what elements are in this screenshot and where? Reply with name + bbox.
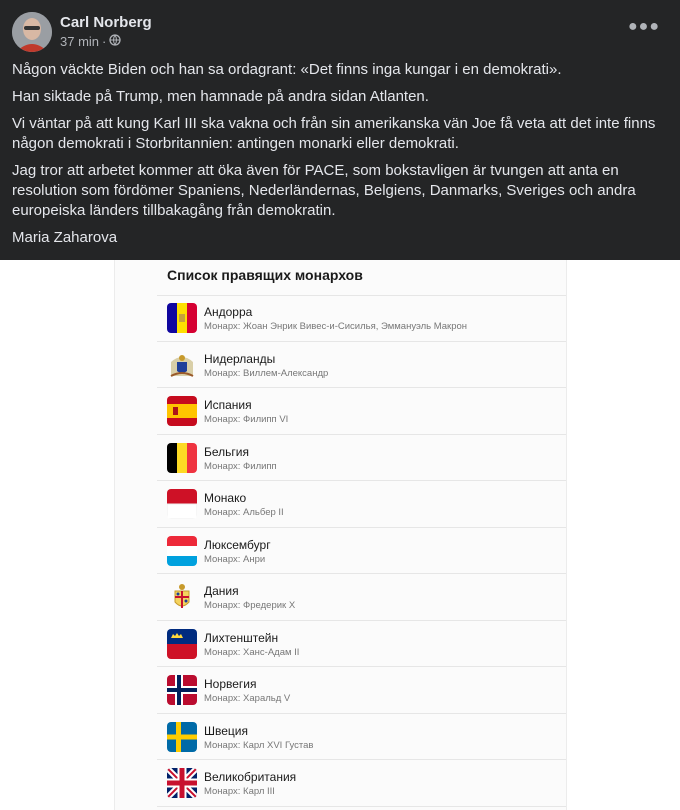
avatar[interactable] xyxy=(12,12,52,52)
list-item xyxy=(157,481,566,527)
post-paragraph: Vi väntar på att kung Karl III ska vakna och från sin amerikanska vän Joe få veta att det inte finns någon demokrati i Storbritannien: antingen monarki eller demokrati. xyxy=(12,115,656,152)
list-item xyxy=(157,342,566,388)
post-meta xyxy=(60,34,121,49)
more-options-icon[interactable]: ●●● xyxy=(628,18,660,35)
facebook-post xyxy=(0,0,680,260)
country-name: Бельгия xyxy=(204,445,249,459)
country-name: Монако xyxy=(204,491,247,505)
list-item xyxy=(157,760,566,806)
monarch-name: Монарх: Виллем-Александр xyxy=(204,368,329,379)
country-name: Швеция xyxy=(204,724,248,738)
monarch-name: Монарх: Филипп xyxy=(204,461,277,472)
monarch-name: Монарх: Карл III xyxy=(204,786,275,797)
author-name[interactable]: Carl Norberg xyxy=(60,14,152,31)
list-item xyxy=(157,574,566,620)
globe-icon xyxy=(109,34,121,49)
list-item xyxy=(157,295,566,341)
country-name: Испания xyxy=(204,398,252,412)
list-title: Список правящих монархов xyxy=(167,267,363,283)
monarch-name: Монарх: Филипп VI xyxy=(204,414,289,425)
post-signature: Maria Zaharova xyxy=(12,229,118,246)
monarch-name: Монарх: Ханс-Адам II xyxy=(204,647,300,658)
liechtenstein-flag-icon xyxy=(167,629,197,659)
sweden-flag-icon xyxy=(167,722,197,752)
list-item xyxy=(157,621,566,667)
post-paragraph: Jag tror att arbetet kommer att öka även för PACE, som bokstavligen är tvungen att anta en resolution som fördömer Spaniens, Nederländernas, Belgiens, Danmarks, Sveriges och andra europeiska länders tillbakagång från demokratin. xyxy=(12,162,636,219)
list-item xyxy=(157,528,566,574)
monarch-name: Монарх: Жоан Энрик Вивес-и-Сисилья, Эммануэль Макрон xyxy=(204,321,468,332)
monaco-flag-icon xyxy=(167,489,197,519)
list-item xyxy=(157,435,566,481)
divider xyxy=(157,806,566,807)
post-paragraph: Någon väckte Biden och han sa ordagrant: «Det finns inga kungar i en demokrati». xyxy=(12,61,562,78)
country-name: Лихтенштейн xyxy=(204,631,279,645)
meta-separator: · xyxy=(102,34,107,49)
post-paragraph: Han siktade på Trump, men hamnade på andra sidan Atlanten. xyxy=(12,88,429,105)
post-time[interactable]: 37 min xyxy=(60,34,100,49)
country-name: Нидерланды xyxy=(204,352,276,366)
monarch-name: Монарх: Альбер II xyxy=(204,507,284,518)
spain-flag-icon xyxy=(167,396,197,426)
luxembourg-flag-icon xyxy=(167,536,197,566)
denmark-coat-of-arms-icon xyxy=(167,582,197,612)
post-text xyxy=(12,60,662,255)
monarch-name: Монарх: Карл XVI Густав xyxy=(204,740,314,751)
monarch-name: Монарх: Анри xyxy=(204,554,266,565)
andorra-flag-icon xyxy=(167,303,197,333)
country-name: Дания xyxy=(204,584,239,598)
monarch-name: Монарх: Харальд V xyxy=(204,693,291,704)
country-name: Великобритания xyxy=(204,770,297,784)
attached-image[interactable] xyxy=(114,260,567,810)
country-name: Люксембург xyxy=(204,538,271,552)
uk-flag-icon xyxy=(167,768,197,798)
netherlands-coat-of-arms-icon xyxy=(167,350,197,380)
country-name: Норвегия xyxy=(204,677,257,691)
list-item xyxy=(157,714,566,760)
list-item xyxy=(157,388,566,434)
monarch-name: Монарх: Фредерик X xyxy=(204,600,296,611)
list-item xyxy=(157,667,566,713)
belgium-flag-icon xyxy=(167,443,197,473)
norway-flag-icon xyxy=(167,675,197,705)
country-name: Андорра xyxy=(204,305,253,319)
